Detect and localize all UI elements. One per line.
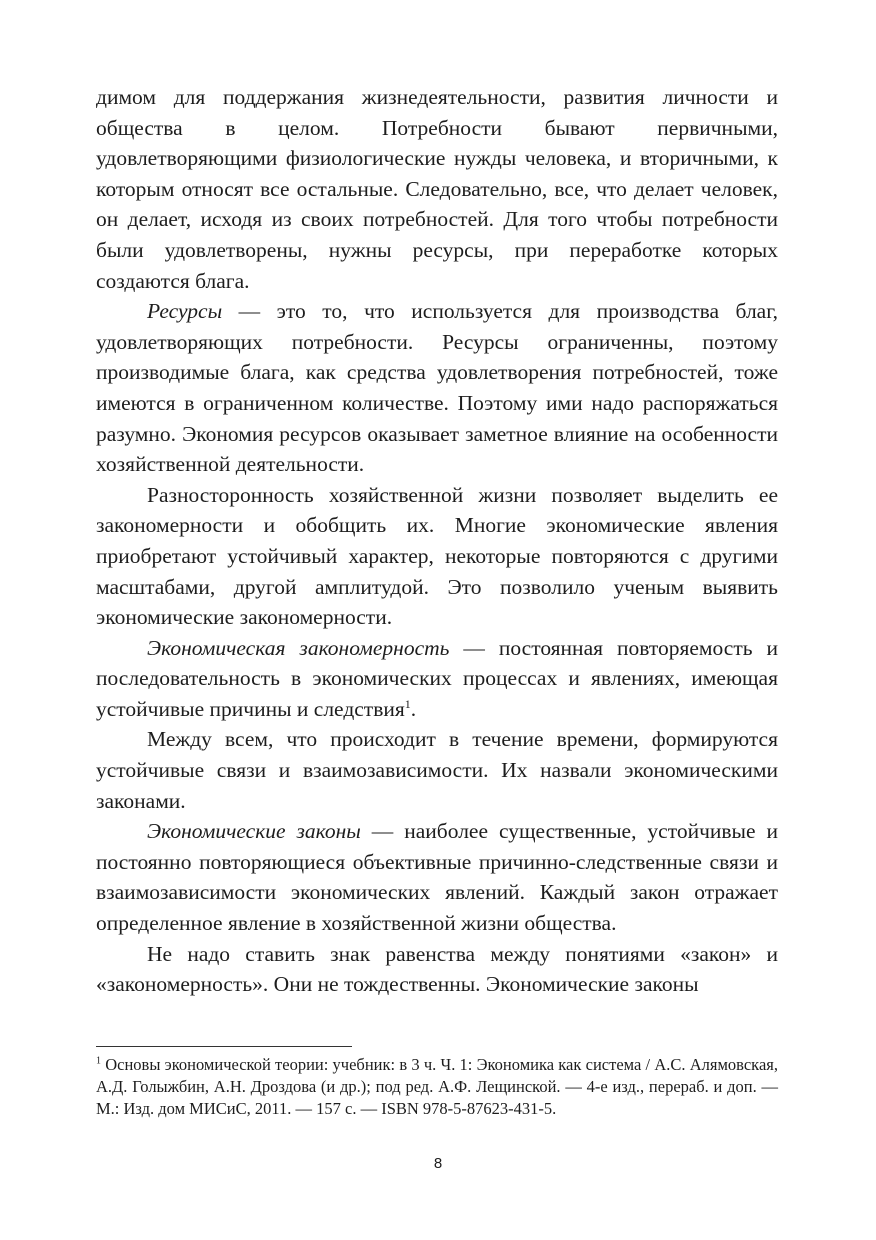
paragraph-resources-definition <box>96 296 778 480</box>
paragraph-text: димом для поддержания жизнедеятельности, развития личности и общества в целом. Потребности бывают первичными, удовлетворяющими физиологические нужды человека, и вторичными, к которым относят все остальные. Следовательно, все, что делает человек, он делает, исходя из своих потребностей. Для того чтобы потребности были удовлетворены, нужны ресурсы, при переработке которых создаются блага. <box>96 85 778 293</box>
paragraph-tail: . <box>410 696 417 721</box>
defined-term: Экономические законы <box>147 819 361 844</box>
paragraph-text: — постоянная повторяемость и последовательность в экономических процессах и явлениях, имеющая устойчивые причины и следствия <box>96 635 778 721</box>
footnote-text: Основы экономической теории: учебник: в 3 ч. Ч. 1: Экономика как система / А.С. Алямовская, А.Д. Голыжбин, А.Н. Дроздова (и др.); под ред. А.Ф. Лещинской. — 4-е изд., перераб. и доп. — М.: Изд. дом МИСиС, 2011. — 157 с. — ISBN 978-5-87623-431-5. <box>96 1055 778 1118</box>
paragraph <box>96 480 778 633</box>
paragraph-economic-laws-definition <box>96 816 778 938</box>
paragraph-economic-regularity-definition <box>96 633 778 725</box>
footnote-reference[interactable]: 1 <box>404 696 411 711</box>
page-number: 8 <box>433 1155 443 1172</box>
paragraph-text: Между всем, что происходит в течение времени, формируются устойчивые связи и взаимозависимости. Их назвали экономическими законами. <box>96 727 778 813</box>
footnote-divider <box>96 1046 352 1047</box>
page-body <box>96 82 778 1000</box>
defined-term: Ресурсы <box>147 299 223 324</box>
paragraph-text: — наиболее существенные, устойчивые и постоянно повторяющиеся объективные причинно-следственные связи и взаимозависимости экономических явлений. Каждый закон отражает определенное явление в хозяйственной жизни общества. <box>96 819 778 936</box>
paragraph-text: — это то, что используется для производства благ, удовлетворяющих потребности. Ресурсы ограниченны, поэтому производимые блага, как средства удовлетворения потребностей, тоже имеются в ограниченном количестве. Поэтому ими надо распоряжаться разумно. Экономия ресурсов оказывает заметное влияние на особенности хозяйственной деятельности. <box>96 299 778 477</box>
paragraph <box>96 724 778 816</box>
paragraph-text: Не надо ставить знак равенства между понятиями «закон» и «закономерность». Они не тождественны. Экономические законы <box>96 941 778 997</box>
footnote <box>96 1054 778 1120</box>
paragraph <box>96 939 778 1000</box>
paragraph <box>96 82 778 296</box>
paragraph-text: Разносторонность хозяйственной жизни позволяет выделить ее закономерности и обобщить их. Многие экономические явления приобретают устойчивый характер, некоторые повторяются с другими масштабами, другой амплитудой. Это позволило ученым выявить экономические закономерности. <box>96 482 778 630</box>
footnote-marker: 1 <box>96 1055 101 1067</box>
defined-term: Экономическая закономерность <box>147 635 450 660</box>
